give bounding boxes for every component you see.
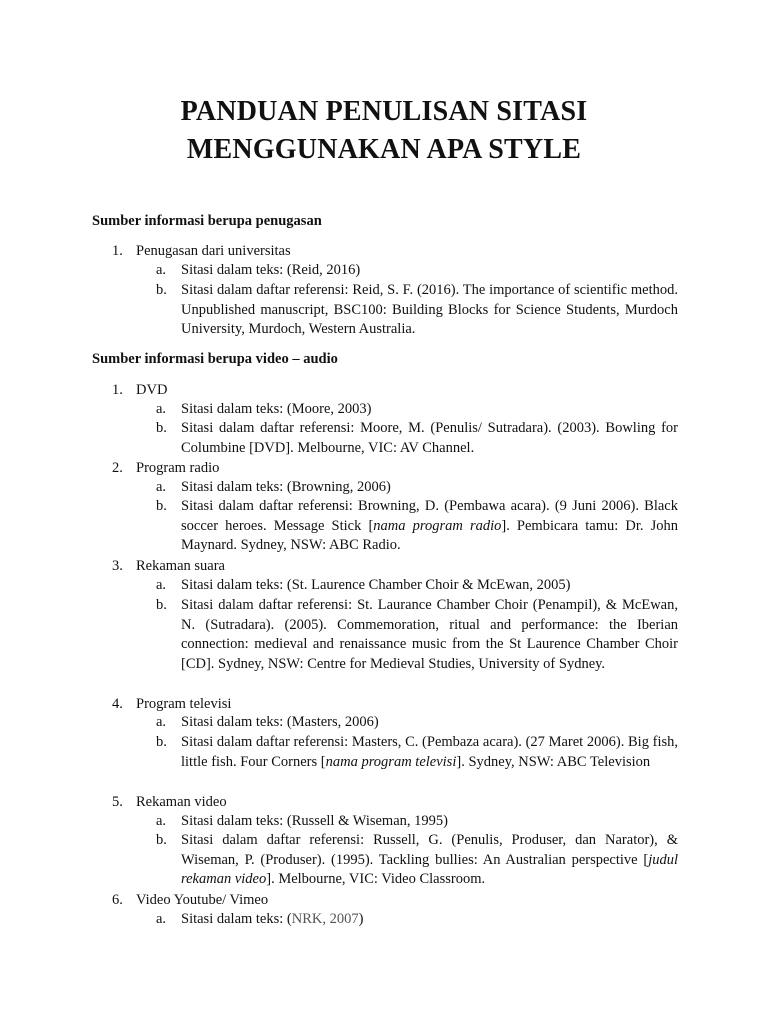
list-item-program-radio	[112, 458, 219, 478]
reference-text-start: Sitasi dalam daftar referensi: Russell, G. (Penulis, Produser, dan Narator), & Wiseman, P. (Produser). (1995). Tackling bullies: An Australian perspective [	[181, 832, 678, 868]
sub-item-in-text-citation	[156, 812, 678, 832]
sub-letter: b.	[156, 282, 167, 298]
sub-item-in-text-citation	[156, 713, 678, 733]
sub-item-in-text-citation	[156, 400, 678, 420]
sub-letter: a.	[156, 714, 167, 730]
list-number: 1.	[112, 382, 123, 398]
list-item-label: Penugasan dari universitas	[136, 243, 291, 259]
sub-item-reference-list	[156, 281, 678, 340]
list-item-label: DVD	[136, 382, 168, 398]
sub-item-in-text-citation	[156, 576, 678, 596]
list-item-program-televisi	[112, 694, 231, 714]
list-item-label: Rekaman suara	[136, 558, 225, 574]
sub-item-text: Sitasi dalam daftar referensi: St. Laurance Chamber Choir (Penampil), & McEwan, N. (Sutradara). (2005). Commemoration, ritual and performance: the Iberian connection: medieval and renaissance music from the St Laurence Chamber Choir [CD]. Sydney, NSW: Centre for Medieval Studies, University of Sydney.	[181, 597, 678, 672]
list-item-dvd	[112, 380, 167, 400]
sub-item-reference-list	[156, 419, 678, 458]
list-number: 6.	[112, 892, 123, 908]
reference-text-start: Sitasi dalam daftar referensi: Masters, C. (Pembaza acara). (27 Maret 2006). Big fish, little fish. Four Corners [	[181, 734, 678, 770]
list-item-video-youtube-vimeo	[112, 890, 268, 910]
list-item-rekaman-suara	[112, 556, 225, 576]
sub-item-text: Sitasi dalam teks: (St. Laurence Chamber Choir & McEwan, 2005)	[181, 577, 571, 593]
sub-item-in-text-citation	[156, 261, 678, 281]
sub-letter: a.	[156, 262, 167, 278]
sub-item-text: Sitasi dalam daftar referensi: Reid, S. F. (2016). The importance of scientific method. Unpublished manuscript, BSC100: Building Blocks for Science Students, Murdoch University, Murdoch, Western Australia.	[181, 282, 678, 338]
sub-item-reference-list	[156, 596, 678, 674]
list-number: 4.	[112, 696, 123, 712]
sub-item-reference-list	[156, 497, 678, 556]
sub-item-text: Sitasi dalam teks: (Moore, 2003)	[181, 401, 372, 417]
list-item-rekaman-video	[112, 792, 227, 812]
list-item-penugasan-universitas	[112, 241, 291, 261]
reference-text-end: ]. Sydney, NSW: ABC Television	[456, 753, 651, 770]
reference-italic-note: nama program televisi	[325, 753, 457, 770]
reference-text-end: ]. Melbourne, VIC: Video Classroom.	[266, 871, 486, 888]
citation-text-end: )	[358, 911, 364, 927]
citation-text-start: Sitasi dalam teks: (	[181, 911, 292, 927]
reference-italic-note: nama program radio	[373, 517, 502, 534]
list-number: 2.	[112, 460, 123, 476]
reference-italic-note: judul rekaman video	[181, 851, 678, 888]
sub-item-text: Sitasi dalam daftar referensi: Moore, M. (Penulis/ Sutradara). (2003). Bowling for Columbine [DVD]. Melbourne, VIC: AV Channel.	[181, 420, 678, 456]
list-item-label: Program radio	[136, 460, 220, 476]
sub-letter: b.	[156, 498, 167, 514]
list-number: 5.	[112, 794, 123, 810]
sub-item-text: Sitasi dalam teks: (Russell & Wiseman, 1995)	[181, 813, 448, 829]
sub-letter: a.	[156, 911, 167, 927]
sub-item-text: Sitasi dalam teks: (Browning, 2006)	[181, 479, 391, 495]
sub-item-in-text-citation	[156, 478, 678, 498]
section-heading-penugasan: Sumber informasi berupa penugasan	[92, 213, 322, 229]
sub-letter: b.	[156, 832, 167, 848]
sub-letter: a.	[156, 479, 167, 495]
list-number: 1.	[112, 243, 123, 259]
title-line-1: PANDUAN PENULISAN SITASI	[180, 96, 588, 127]
sub-letter: a.	[156, 401, 167, 417]
sub-letter: a.	[156, 813, 167, 829]
sub-item-text: Sitasi dalam teks: (Masters, 2006)	[181, 714, 379, 730]
list-number: 3.	[112, 558, 123, 574]
sub-item-text	[181, 831, 678, 890]
section-heading-video-audio: Sumber informasi berupa video – audio	[92, 351, 338, 367]
list-item-label: Program televisi	[136, 696, 232, 712]
sub-item-text	[181, 910, 678, 930]
sub-item-in-text-citation	[156, 910, 678, 930]
sub-item-text	[181, 733, 678, 772]
citation-highlight: NRK, 2007	[291, 911, 359, 927]
list-item-label: Rekaman video	[136, 794, 227, 810]
sub-item-text: Sitasi dalam teks: (Reid, 2016)	[181, 262, 361, 278]
list-item-label: Video Youtube/ Vimeo	[136, 892, 269, 908]
reference-text-start: Sitasi dalam daftar referensi: Browning, D. (Pembawa acara). (9 Juni 2006). Black soccer heroes. Message Stick [	[181, 498, 678, 534]
title-line-2: MENGGUNAKAN APA STYLE	[186, 134, 582, 165]
document-title	[0, 93, 768, 169]
reference-text-end: ]. Pembicara tamu: Dr. John Maynard. Sydney, NSW: ABC Radio.	[181, 517, 678, 554]
sub-item-text	[181, 497, 678, 556]
sub-letter: b.	[156, 420, 167, 436]
sub-item-reference-list	[156, 733, 678, 772]
sub-item-reference-list	[156, 831, 678, 890]
sub-letter: b.	[156, 734, 167, 750]
sub-letter: b.	[156, 597, 167, 613]
sub-letter: a.	[156, 577, 167, 593]
